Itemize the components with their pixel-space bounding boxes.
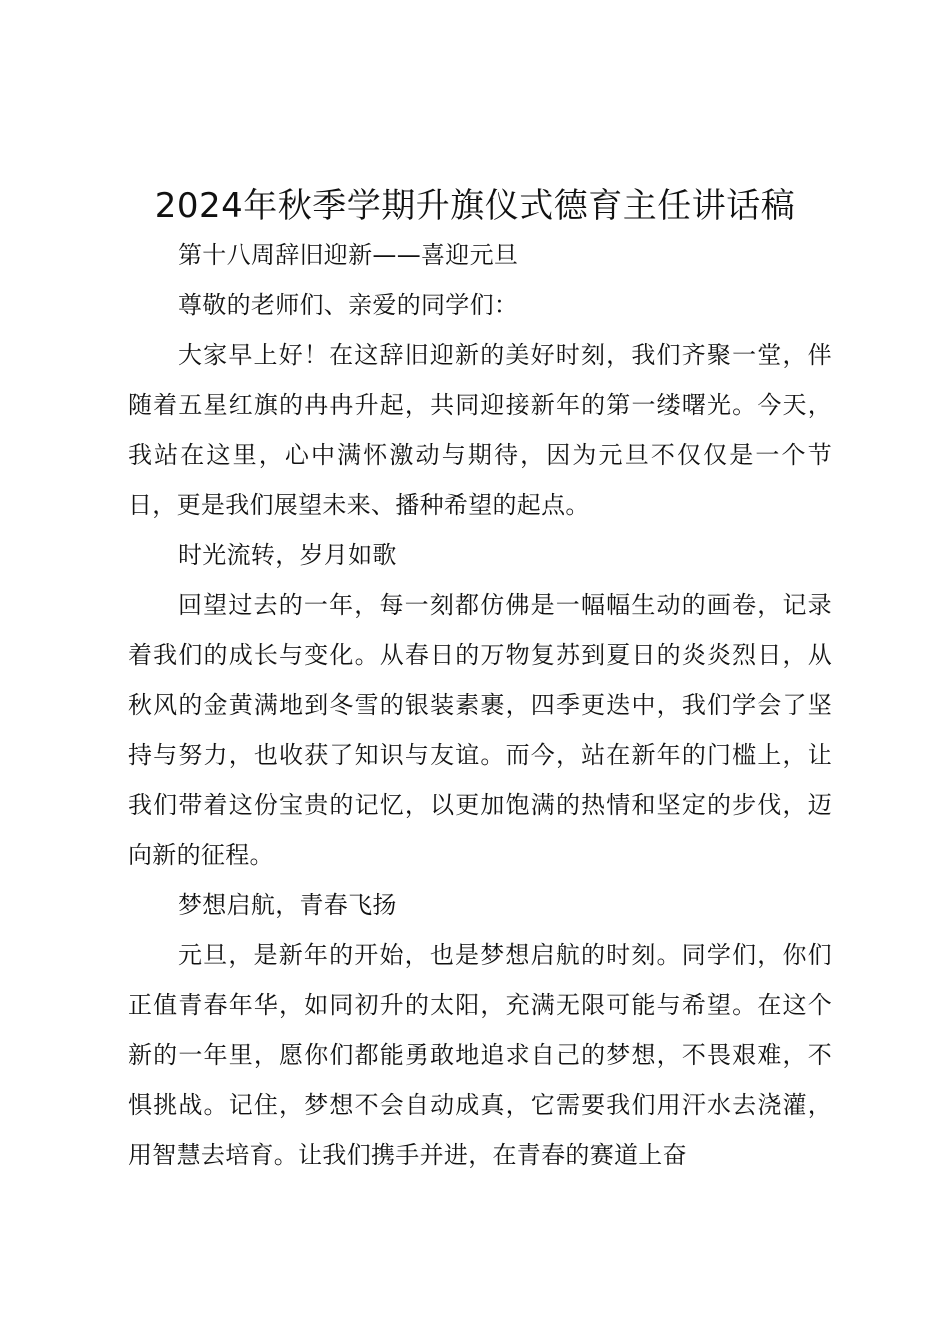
section-heading: 梦想启航，青春飞扬 [178,891,397,919]
section-heading: 时光流转，岁月如歌 [178,541,397,569]
body-paragraph: 元旦，是新年的开始，也是梦想启航的时刻。同学们，你们正值青春年华，如同初升的太阳，充满无限可能与希望。在这个新的一年里，愿你们都能勇敢地追求自己的梦想，不畏艰难，不惧挑战。记住，梦想不会自动成真，它需要我们用汗水去浇灌，用智慧去培育。让我们携手并进，在青春的赛道上奋 [128,941,832,1169]
document-body [128,230,832,1180]
subtitle-paragraph: 第十八周辞旧迎新——喜迎元旦 [178,241,519,269]
salutation-paragraph: 尊敬的老师们、亲爱的同学们： [178,291,519,319]
body-paragraph: 大家早上好！在这辞旧迎新的美好时刻，我们齐聚一堂，伴随着五星红旗的冉冉升起，共同迎接新年的第一缕曙光。今天，我站在这里，心中满怀激动与期待，因为元旦不仅仅是一个节日，更是我们展望未来、播种希望的起点。 [128,341,832,519]
body-paragraph: 回望过去的一年，每一刻都仿佛是一幅幅生动的画卷，记录着我们的成长与变化。从春日的万物复苏到夏日的炎炎烈日，从秋风的金黄满地到冬雪的银装素裹，四季更迭中，我们学会了坚持与努力，也收获了知识与友谊。而今，站在新年的门槛上，让我们带着这份宝贵的记忆，以更加饱满的热情和坚定的步伐，迈向新的征程。 [128,591,832,869]
document-title: 2024年秋季学期升旗仪式德育主任讲话稿 [154,186,796,226]
